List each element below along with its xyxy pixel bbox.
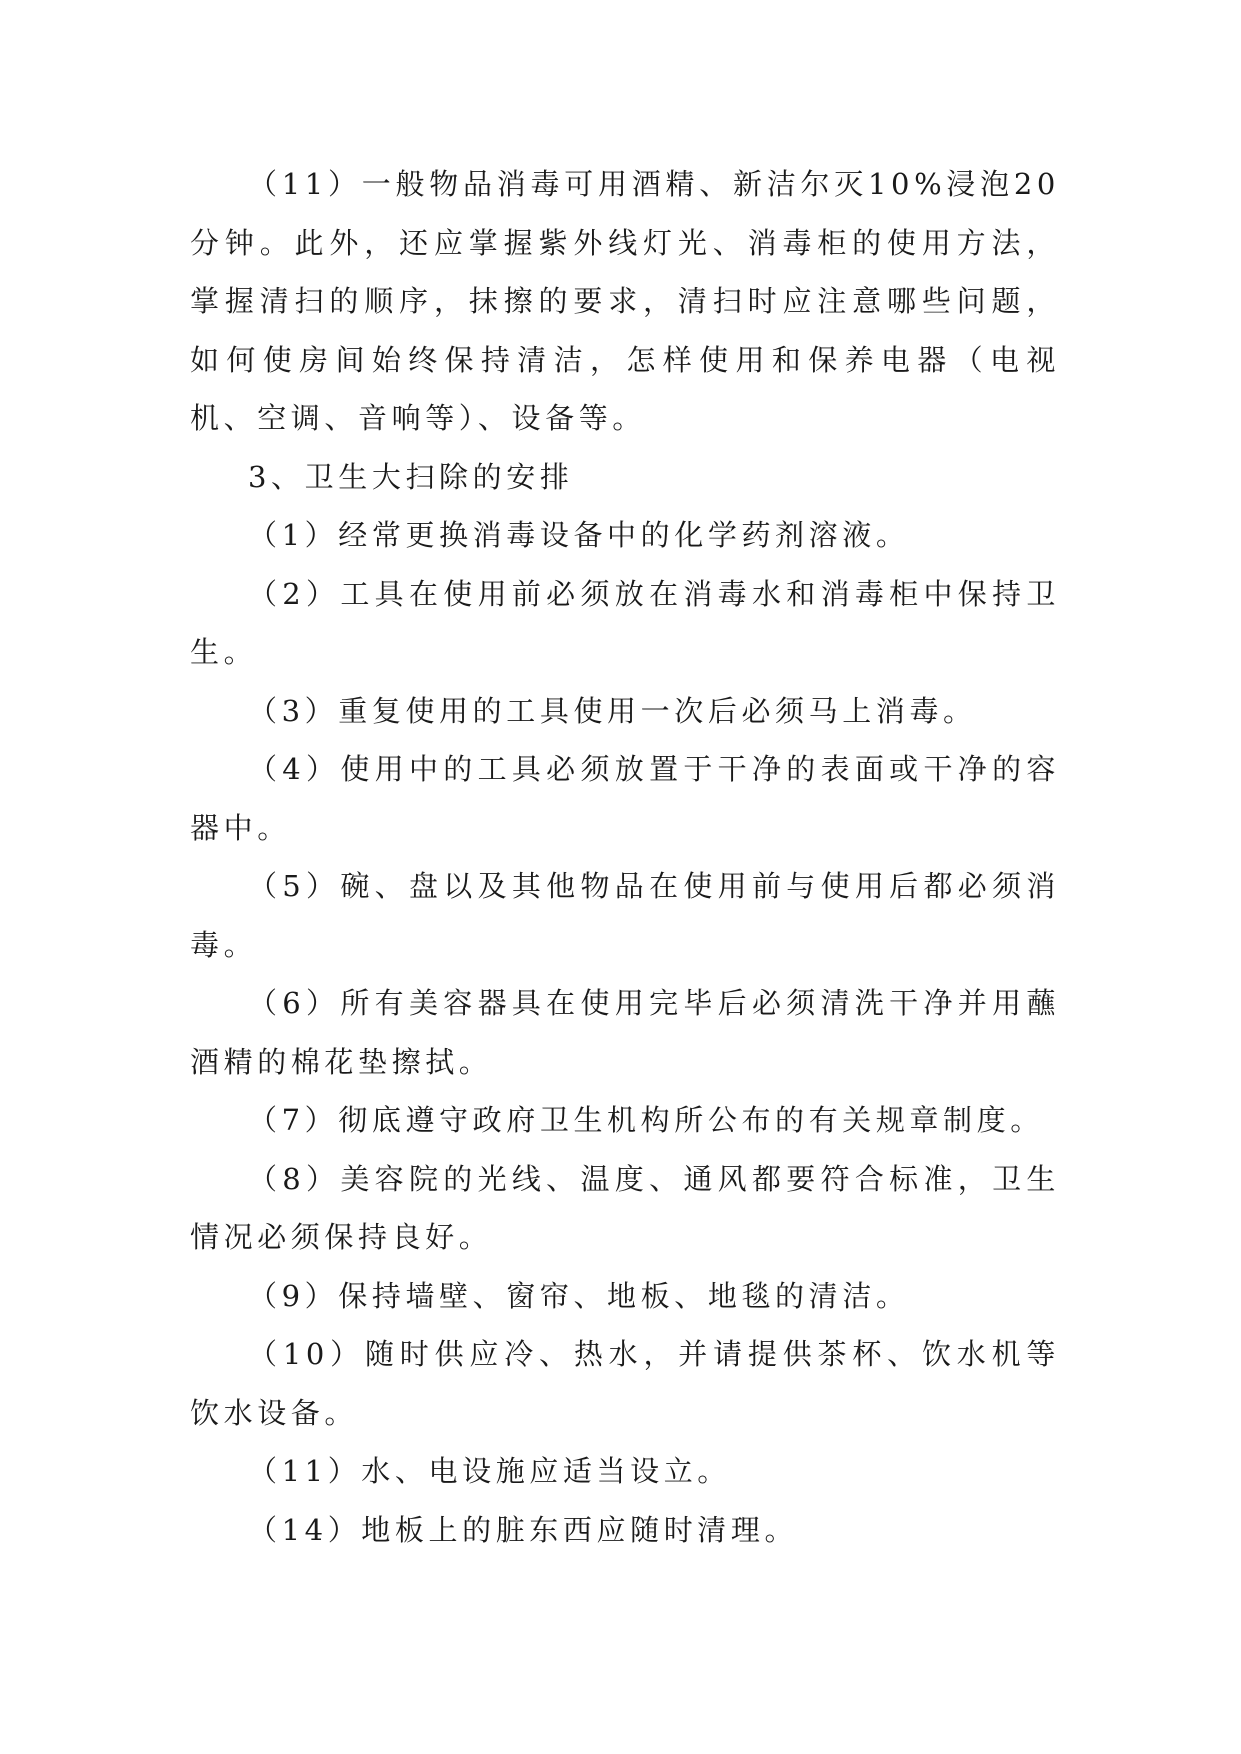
paragraph-item-4: （4）使用中的工具必须放置于干净的表面或干净的容器中。: [190, 752, 1060, 845]
paragraph-item-11-disinfection: （11）一般物品消毒可用酒精、新洁尔灭10%浸泡20分钟。此外，还应掌握紫外线灯光、消毒柜的使用方法，掌握清扫的顺序，抹擦的要求，清扫时应注意哪些问题，如何使房间始终保持清洁，怎样使用和保养电器（电视机、空调、音响等）、设备等。: [190, 167, 1060, 435]
paragraph-item-7: （7）彻底遵守政府卫生机构所公布的有关规章制度。: [248, 1103, 1044, 1137]
paragraph-item-1: （1）经常更换消毒设备中的化学药剂溶液。: [248, 518, 910, 552]
paragraph-item-3: （3）重复使用的工具使用一次后必须马上消毒。: [248, 693, 977, 728]
document-body: [190, 155, 1060, 1559]
paragraph-item-2: （2）工具在使用前必须放在消毒水和消毒柜中保持卫生。: [190, 576, 1060, 669]
paragraph-item-5: （5）碗、盘以及其他物品在使用前与使用后都必须消毒。: [190, 869, 1060, 962]
paragraph-item-9: （9）保持墙壁、窗帘、地板、地毯的清洁。: [248, 1278, 910, 1313]
paragraph-item-10: （10）随时供应冷、热水，并请提供茶杯、饮水机等饮水设备。: [190, 1337, 1060, 1430]
paragraph-item-8: （8）美容院的光线、温度、通风都要符合标准，卫生情况必须保持良好。: [190, 1161, 1060, 1254]
section-heading-cleaning-schedule: 3、卫生大扫除的安排: [248, 459, 574, 494]
paragraph-item-14: （14）地板上的脏东西应随时清理。: [248, 1512, 799, 1547]
paragraph-item-11: （11）水、电设施应适当设立。: [248, 1454, 731, 1488]
paragraph-item-6: （6）所有美容器具在使用完毕后必须清洗干净并用蘸酒精的棉花垫擦拭。: [190, 986, 1060, 1079]
